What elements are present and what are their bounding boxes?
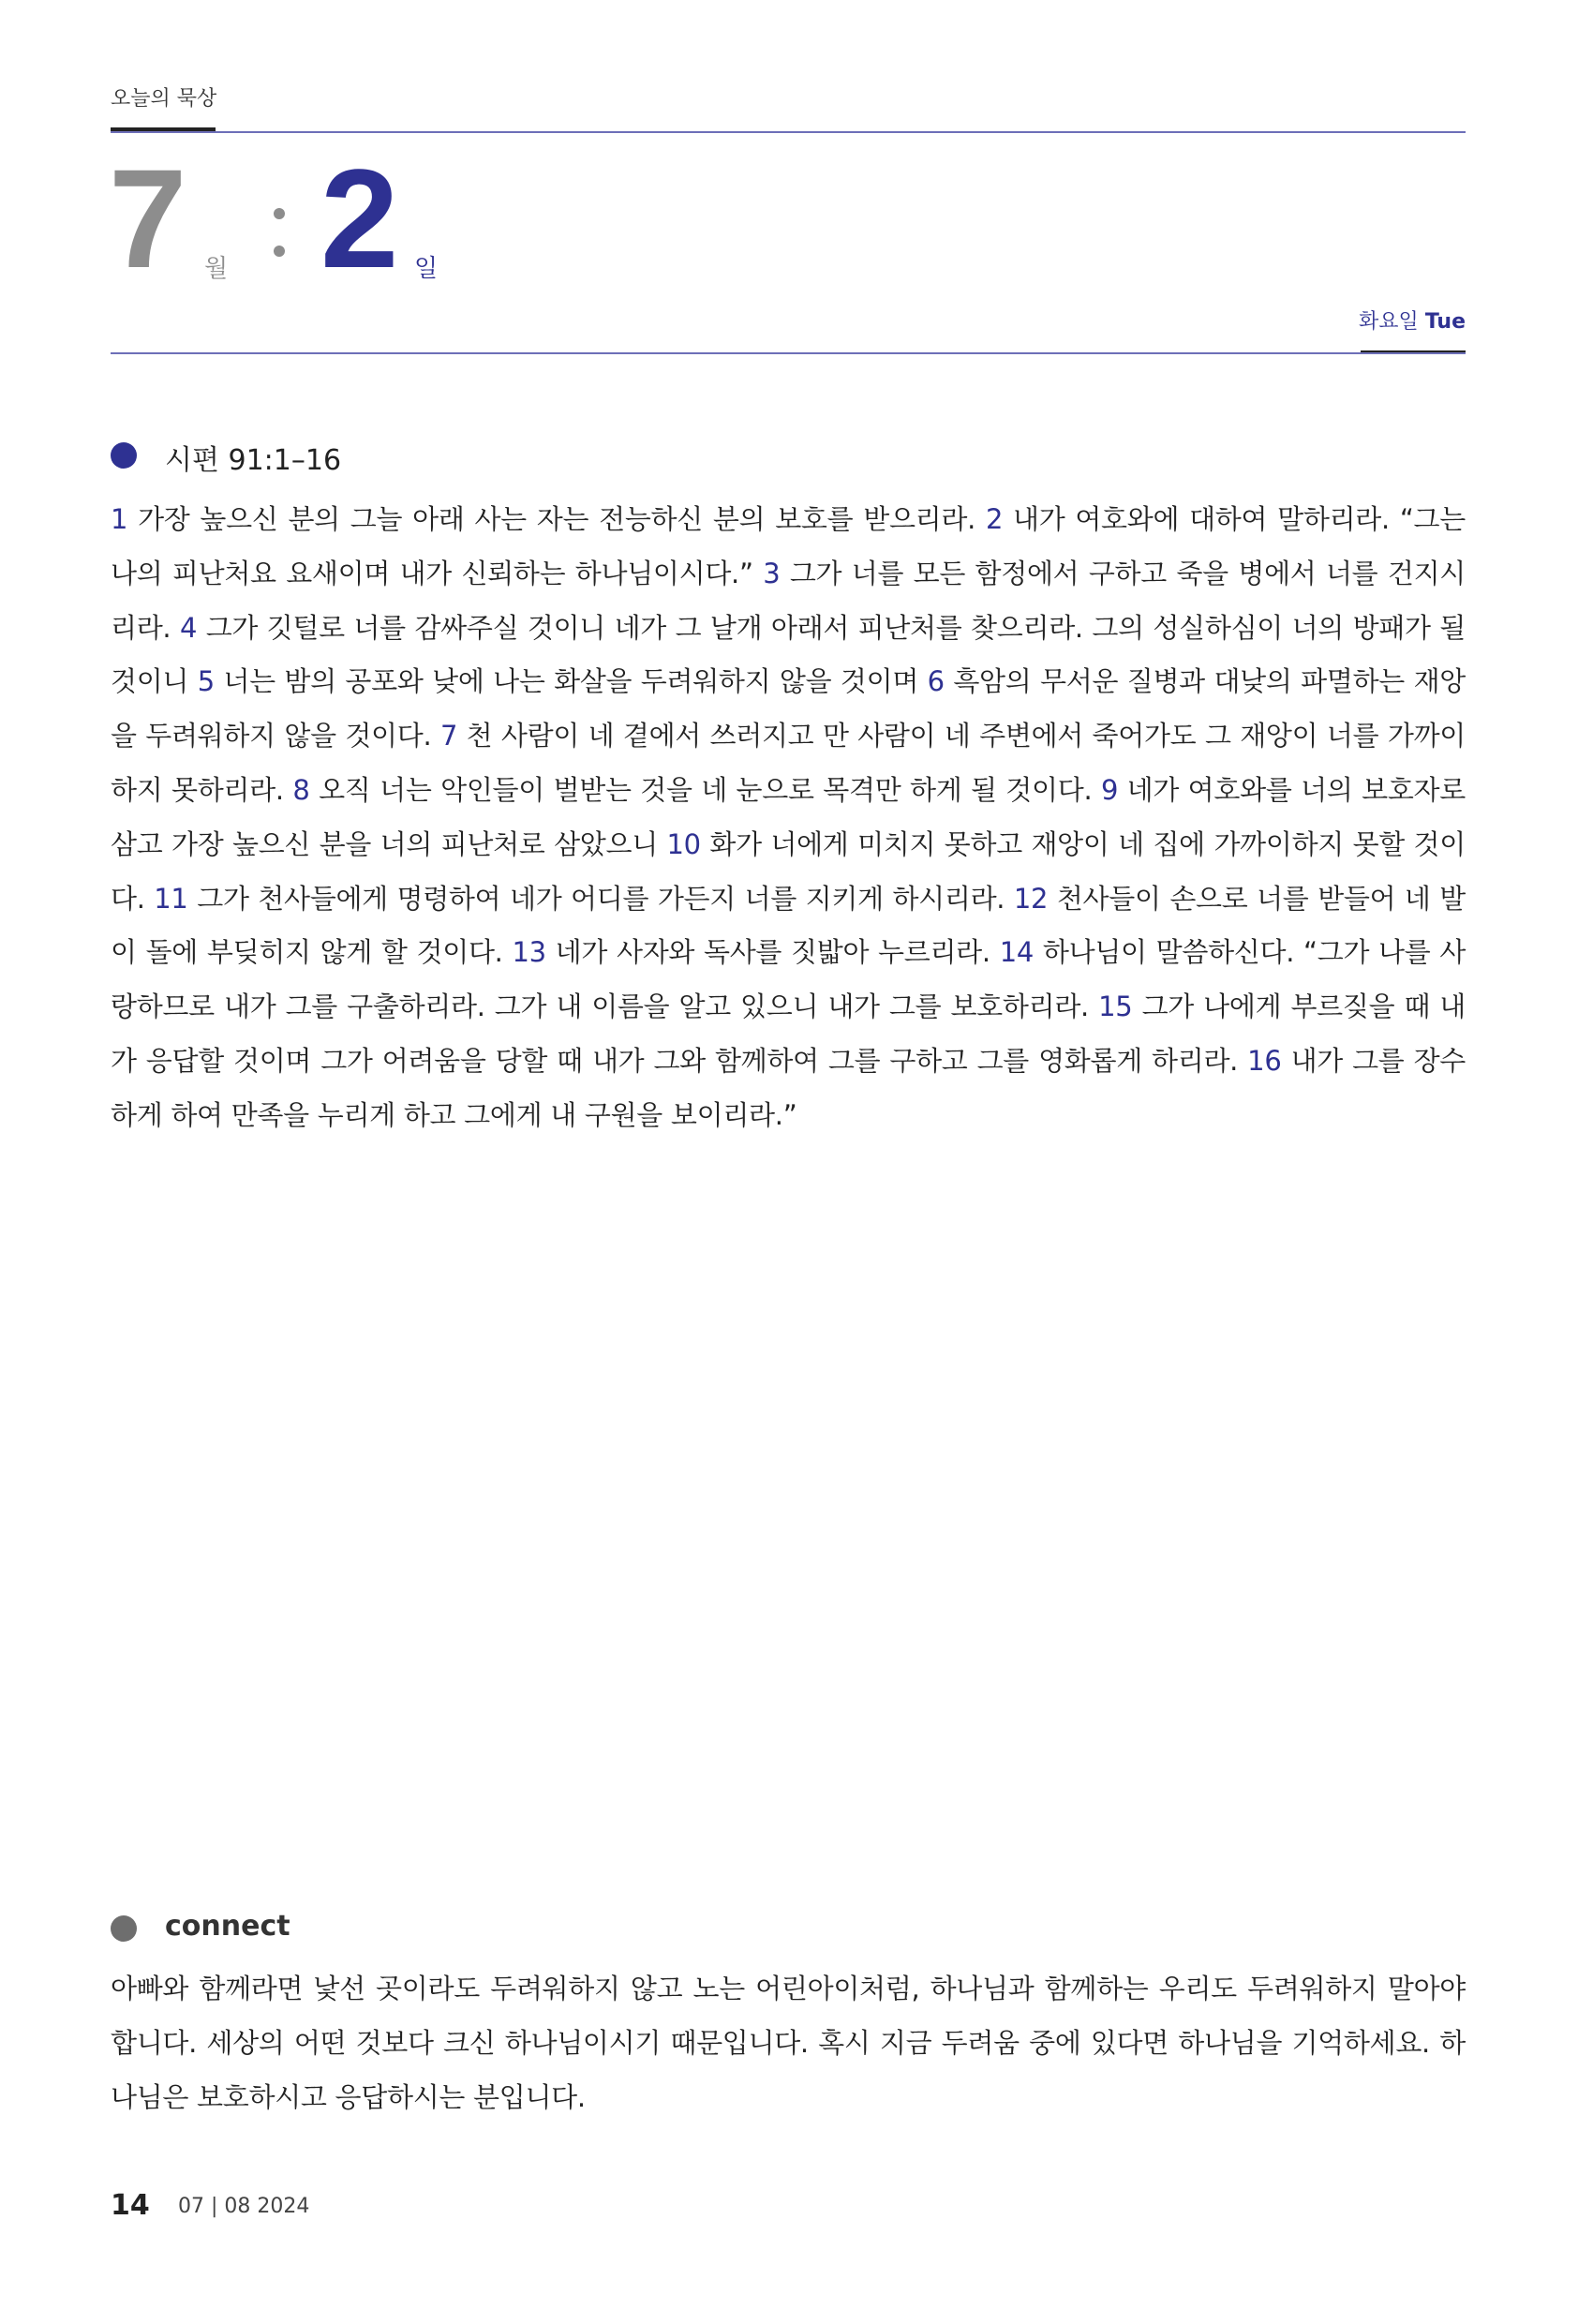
verse-number: 11: [154, 882, 188, 915]
verse-text: 그가 천사들에게 명령하여 네가 어디를 가든지 너를 지키게 하시리라.: [197, 882, 1005, 915]
weekday: [1359, 305, 1466, 335]
verse-text: 그가 나에게 부르짖을 때 내가 응답할 것이며 그가 어려움을 당할 때 내가 그와 함께하여 그를 구하고 그를 영화롭게 하리라.: [111, 991, 1466, 1077]
date-separator-dot: [274, 208, 285, 219]
verse-number: 2: [985, 503, 1004, 535]
connect-bullet-icon: [111, 1915, 137, 1942]
verse-number: 1: [111, 503, 128, 535]
verse-number: 9: [1100, 773, 1119, 806]
verse-number: 6: [927, 665, 945, 698]
verse-text: 하나님이 말씀하신다. “그가 나를 사랑하므로 내가 그를 구출하리라. 그가 내 이름을 알고 있으니 내가 그를 보호하리라.: [111, 936, 1466, 1023]
connect-heading: connect: [165, 1910, 290, 1943]
verse-text: 흑암의 무서운 질병과 대낮의 파멸하는 재앙을 두려워하지 않을 것이다.: [111, 665, 1466, 752]
issue-date: 07 | 08 2024: [178, 2195, 310, 2218]
verse-text: 그가 너를 모든 함정에서 구하고 죽을 병에서 너를 건지시리라.: [111, 557, 1466, 644]
verse-text: 가장 높으신 분의 그늘 아래 사는 자는 전능하신 분의 보호를 받으리라.: [138, 503, 976, 535]
verse-number: 15: [1098, 991, 1133, 1023]
verse-number: 14: [999, 936, 1035, 969]
verse-number: 13: [512, 936, 546, 969]
verse-text: 너는 밤의 공포와 낮에 나는 화살을 두려워하지 않을 것이며: [223, 665, 919, 698]
verse-number: 3: [763, 557, 781, 589]
verse-text: 네가 사자와 독사를 짓밟아 누르리라.: [555, 936, 990, 969]
scripture-reference: 시편 91:1–16: [165, 444, 342, 477]
weekday-english: Tue: [1424, 310, 1466, 334]
section-label: 오늘의 묵상: [111, 87, 217, 111]
verse-number: 12: [1013, 882, 1049, 915]
top-divider: [111, 131, 1466, 133]
verse-text: 천사들이 손으로 너를 받들어 네 발이 돌에 부딪히지 않게 할 것이다.: [111, 882, 1466, 969]
verse-text: 내가 그를 장수하게 하여 만족을 누리게 하고 그에게 내 구원을 보이리라.”: [111, 1044, 1466, 1131]
scripture-bullet-icon: [111, 442, 137, 469]
month-unit: 월: [204, 255, 229, 283]
day-unit: 일: [414, 255, 439, 283]
verse-number: 10: [666, 827, 701, 860]
verse-text: 천 사람이 네 곁에서 쓰러지고 만 사람이 네 주변에서 죽어가도 그 재앙이 너를 가까이하지 못하리라.: [111, 720, 1466, 806]
date-separator-dot: [274, 246, 285, 257]
verse-text: 내가 여호와에 대하여 말하리라. “그는 나의 피난처요 요새이며 내가 신뢰하는 하나님이시다.”: [111, 503, 1466, 589]
connect-body: 아빠와 함께라면 낯선 곳이라도 두려워하지 않고 노는 어린아이처럼, 하나님과 함께하는 우리도 두려워하지 말아야 합니다. 세상의 어떤 것보다 크신 하나님이시기 때문입니다. 혹시 지금 두려움 중에 있다면 하나님을 기억하세요. 하나님은 보호하시고 응답하시는 분입니다.: [111, 1973, 1466, 2113]
weekday-korean: 화요일: [1359, 310, 1419, 334]
verse-number: 4: [179, 611, 198, 644]
verse-text: 네가 여호와를 너의 보호자로 삼고 가장 높으신 분을 너의 피난처로 삼았으니: [111, 773, 1466, 860]
month-number: 7: [109, 140, 184, 297]
verse-number: 5: [197, 665, 215, 698]
verse-number: 16: [1247, 1044, 1282, 1077]
page-number: 14: [111, 2189, 150, 2222]
verse-number: 8: [292, 773, 310, 806]
header-divider: [111, 352, 1466, 354]
verse-number: 7: [439, 720, 458, 752]
day-number: 2: [320, 140, 395, 297]
verse-text: 오직 너는 악인들이 벌받는 것을 네 눈으로 목격만 하게 될 것이다.: [319, 773, 1093, 806]
verse-text: 화가 너에게 미치지 못하고 재앙이 네 집에 가까이하지 못할 것이다.: [111, 827, 1466, 915]
scripture-body: [111, 493, 1466, 1143]
verse-text: 그가 깃털로 너를 감싸주실 것이니 네가 그 날개 아래서 피난처를 찾으리라. 그의 성실하심이 너의 방패가 될 것이니: [111, 611, 1466, 698]
